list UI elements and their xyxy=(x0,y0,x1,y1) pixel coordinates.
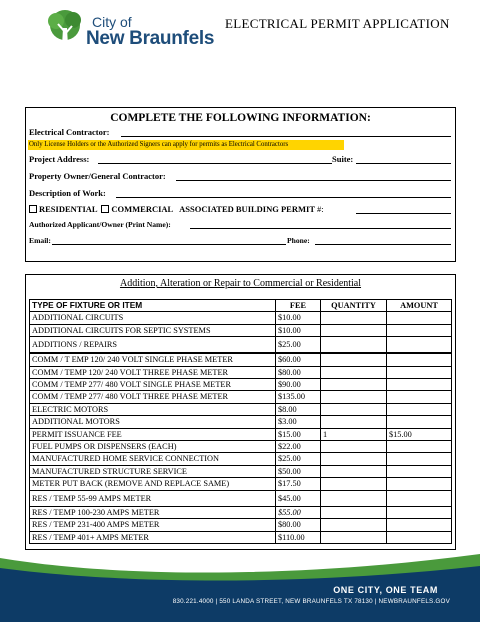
fee-item-cell: RES / TEMP 401+ AMPS METER xyxy=(30,531,276,543)
amount-cell[interactable] xyxy=(387,403,452,415)
amount-cell[interactable] xyxy=(387,337,452,353)
fee-row xyxy=(30,337,452,353)
fee-row xyxy=(30,441,452,453)
fee-item-cell: RES / TEMP 55-99 AMPS METER xyxy=(30,490,276,506)
fee-amount-cell: $110.00 xyxy=(276,531,321,543)
fee-row xyxy=(30,465,452,477)
commercial-label: COMMERCIAL xyxy=(111,204,173,214)
fee-item-cell: PERMIT ISSUANCE FEE xyxy=(30,428,276,440)
amount-cell[interactable] xyxy=(387,312,452,324)
fee-amount-cell: $3.00 xyxy=(276,416,321,428)
amount-cell[interactable] xyxy=(387,324,452,336)
fee-row xyxy=(30,379,452,391)
column-header-fee: FEE xyxy=(276,300,321,312)
residential-label: RESIDENTIAL xyxy=(39,204,98,214)
property-owner-field[interactable] xyxy=(176,180,451,181)
logo-city-text: City of xyxy=(92,14,132,30)
tree-logo-icon xyxy=(46,8,84,48)
fee-item-cell: ELECTRIC MOTORS xyxy=(30,403,276,415)
fee-row xyxy=(30,366,452,378)
fee-amount-cell: $25.00 xyxy=(276,337,321,353)
footer-tagline: ONE CITY, ONE TEAM xyxy=(333,585,438,595)
description-field[interactable] xyxy=(116,197,451,198)
associated-permit-field[interactable] xyxy=(356,213,451,214)
fee-row xyxy=(30,519,452,531)
document-title: ELECTRICAL PERMIT APPLICATION xyxy=(225,16,450,31)
fee-row xyxy=(30,506,452,518)
fee-item-cell: COMM / TEMP 277/ 480 VOLT SINGLE PHASE METER xyxy=(30,379,276,391)
amount-cell[interactable] xyxy=(387,366,452,378)
amount-cell[interactable] xyxy=(387,531,452,543)
fee-amount-cell: $60.00 xyxy=(276,354,321,366)
fee-amount-cell: $80.00 xyxy=(276,519,321,531)
fee-amount-cell: $55.00 xyxy=(276,506,321,518)
amount-cell[interactable] xyxy=(387,519,452,531)
phone-field[interactable] xyxy=(315,244,451,245)
fee-amount-cell: $17.50 xyxy=(276,478,321,490)
fee-item-cell: RES / TEMP 231-400 AMPS METER xyxy=(30,519,276,531)
quantity-cell[interactable] xyxy=(321,490,387,506)
fee-row xyxy=(30,403,452,415)
fee-amount-cell: $45.00 xyxy=(276,490,321,506)
fee-amount-cell: $15.00 xyxy=(276,428,321,440)
quantity-cell[interactable] xyxy=(321,506,387,518)
fee-table-header xyxy=(30,300,452,312)
commercial-checkbox[interactable] xyxy=(101,205,109,213)
fee-amount-cell: $10.00 xyxy=(276,312,321,324)
fee-row xyxy=(30,490,452,506)
license-notice: Only License Holders or the Authorized Signers can apply for permits as Electrical Contractors xyxy=(28,140,344,150)
fee-amount-cell: $10.00 xyxy=(276,324,321,336)
fee-row xyxy=(30,416,452,428)
amount-cell[interactable] xyxy=(387,490,452,506)
permit-type-row xyxy=(29,204,324,214)
quantity-cell[interactable] xyxy=(321,478,387,490)
quantity-cell[interactable] xyxy=(321,337,387,353)
amount-cell[interactable] xyxy=(387,379,452,391)
fee-item-cell: ADDITIONAL CIRCUITS FOR SEPTIC SYSTEMS xyxy=(30,324,276,336)
electrical-contractor-label: Electrical Contractor: xyxy=(29,127,110,137)
fee-item-cell: COMM / T EMP 120/ 240 VOLT SINGLE PHASE METER xyxy=(30,354,276,366)
fee-row xyxy=(30,453,452,465)
fee-item-cell: ADDITIONAL CIRCUITS xyxy=(30,312,276,324)
fee-amount-cell: $8.00 xyxy=(276,403,321,415)
quantity-cell[interactable] xyxy=(321,391,387,403)
fee-item-cell: RES / TEMP 100-230 AMPS METER xyxy=(30,506,276,518)
fee-amount-cell: $50.00 xyxy=(276,465,321,477)
quantity-cell[interactable] xyxy=(321,453,387,465)
logo-name-text: New Braunfels xyxy=(86,28,215,49)
amount-cell[interactable] xyxy=(387,453,452,465)
column-header-item: TYPE OF FIXTURE OR ITEM xyxy=(30,300,276,312)
permit-hash-label: #: xyxy=(316,204,324,214)
fee-amount-cell: $22.00 xyxy=(276,441,321,453)
column-header-amount: AMOUNT xyxy=(387,300,452,312)
fee-item-cell: METER PUT BACK (REMOVE AND REPLACE SAME) xyxy=(30,478,276,490)
fee-schedule-heading: Addition, Alteration or Repair to Commercial or Residential xyxy=(119,278,362,289)
fee-item-cell: MANUFACTURED HOME SERVICE CONNECTION xyxy=(30,453,276,465)
quantity-cell[interactable] xyxy=(321,403,387,415)
quantity-cell[interactable] xyxy=(321,366,387,378)
fee-item-cell: COMM / TEMP 277/ 480 VOLT THREE PHASE METER xyxy=(30,391,276,403)
amount-cell[interactable] xyxy=(387,478,452,490)
quantity-cell[interactable]: 1 xyxy=(321,428,387,440)
project-address-field[interactable] xyxy=(98,163,332,164)
amount-cell[interactable] xyxy=(387,416,452,428)
associated-permit-label: ASSOCIATED BUILDING PERMIT xyxy=(179,204,315,214)
amount-cell[interactable] xyxy=(387,465,452,477)
fee-row xyxy=(30,478,452,490)
fee-amount-cell: $90.00 xyxy=(276,379,321,391)
fee-row xyxy=(30,428,452,440)
fee-item-cell: FUEL PUMPS OR DISPENSERS (EACH) xyxy=(30,441,276,453)
fee-item-cell: ADDITIONAL MOTORS xyxy=(30,416,276,428)
quantity-cell[interactable] xyxy=(321,416,387,428)
fee-item-cell: MANUFACTURED STRUCTURE SERVICE xyxy=(30,465,276,477)
city-logo xyxy=(46,8,236,52)
phone-label: Phone: xyxy=(287,236,310,245)
email-field[interactable] xyxy=(52,244,286,245)
electrical-contractor-field[interactable] xyxy=(121,136,451,137)
suite-label: Suite: xyxy=(332,154,354,164)
column-header-quantity: QUANTITY xyxy=(321,300,387,312)
property-owner-label: Property Owner/General Contractor: xyxy=(29,171,166,181)
quantity-cell[interactable] xyxy=(321,324,387,336)
email-label: Email: xyxy=(29,236,51,245)
suite-field[interactable] xyxy=(356,163,451,164)
fee-item-cell: COMM / TEMP 120/ 240 VOLT THREE PHASE METER xyxy=(30,366,276,378)
residential-checkbox[interactable] xyxy=(29,205,37,213)
applicant-info-section xyxy=(25,107,456,262)
quantity-cell[interactable] xyxy=(321,441,387,453)
fee-row xyxy=(30,324,452,336)
quantity-cell[interactable] xyxy=(321,312,387,324)
amount-cell[interactable] xyxy=(387,441,452,453)
fee-table-body xyxy=(30,312,452,544)
authorized-applicant-field[interactable] xyxy=(190,228,451,229)
fee-row xyxy=(30,391,452,403)
fee-item-cell: ADDITIONS / REPAIRS xyxy=(30,337,276,353)
quantity-cell[interactable] xyxy=(321,519,387,531)
amount-cell[interactable] xyxy=(387,391,452,403)
amount-cell[interactable] xyxy=(387,354,452,366)
fee-row xyxy=(30,531,452,543)
fee-schedule-section xyxy=(25,274,456,550)
page-footer xyxy=(0,548,480,622)
amount-cell[interactable] xyxy=(387,506,452,518)
footer-contact: 830.221.4000 | 550 LANDA STREET, NEW BRAUNFELS TX 78130 | NEWBRAUNFELS.GOV xyxy=(172,598,450,605)
info-heading: COMPLETE THE FOLLOWING INFORMATION: xyxy=(110,112,371,124)
quantity-cell[interactable] xyxy=(321,465,387,477)
quantity-cell[interactable] xyxy=(321,531,387,543)
authorized-applicant-label: Authorized Applicant/Owner (Print Name): xyxy=(29,220,171,229)
quantity-cell[interactable] xyxy=(321,354,387,366)
fee-table xyxy=(29,299,452,544)
project-address-label: Project Address: xyxy=(29,154,90,164)
fee-row xyxy=(30,312,452,324)
fee-amount-cell: $25.00 xyxy=(276,453,321,465)
quantity-cell[interactable] xyxy=(321,379,387,391)
fee-amount-cell: $80.00 xyxy=(276,366,321,378)
fee-row xyxy=(30,354,452,366)
amount-cell[interactable]: $15.00 xyxy=(387,428,452,440)
description-label: Description of Work: xyxy=(29,188,106,198)
fee-amount-cell: $135.00 xyxy=(276,391,321,403)
